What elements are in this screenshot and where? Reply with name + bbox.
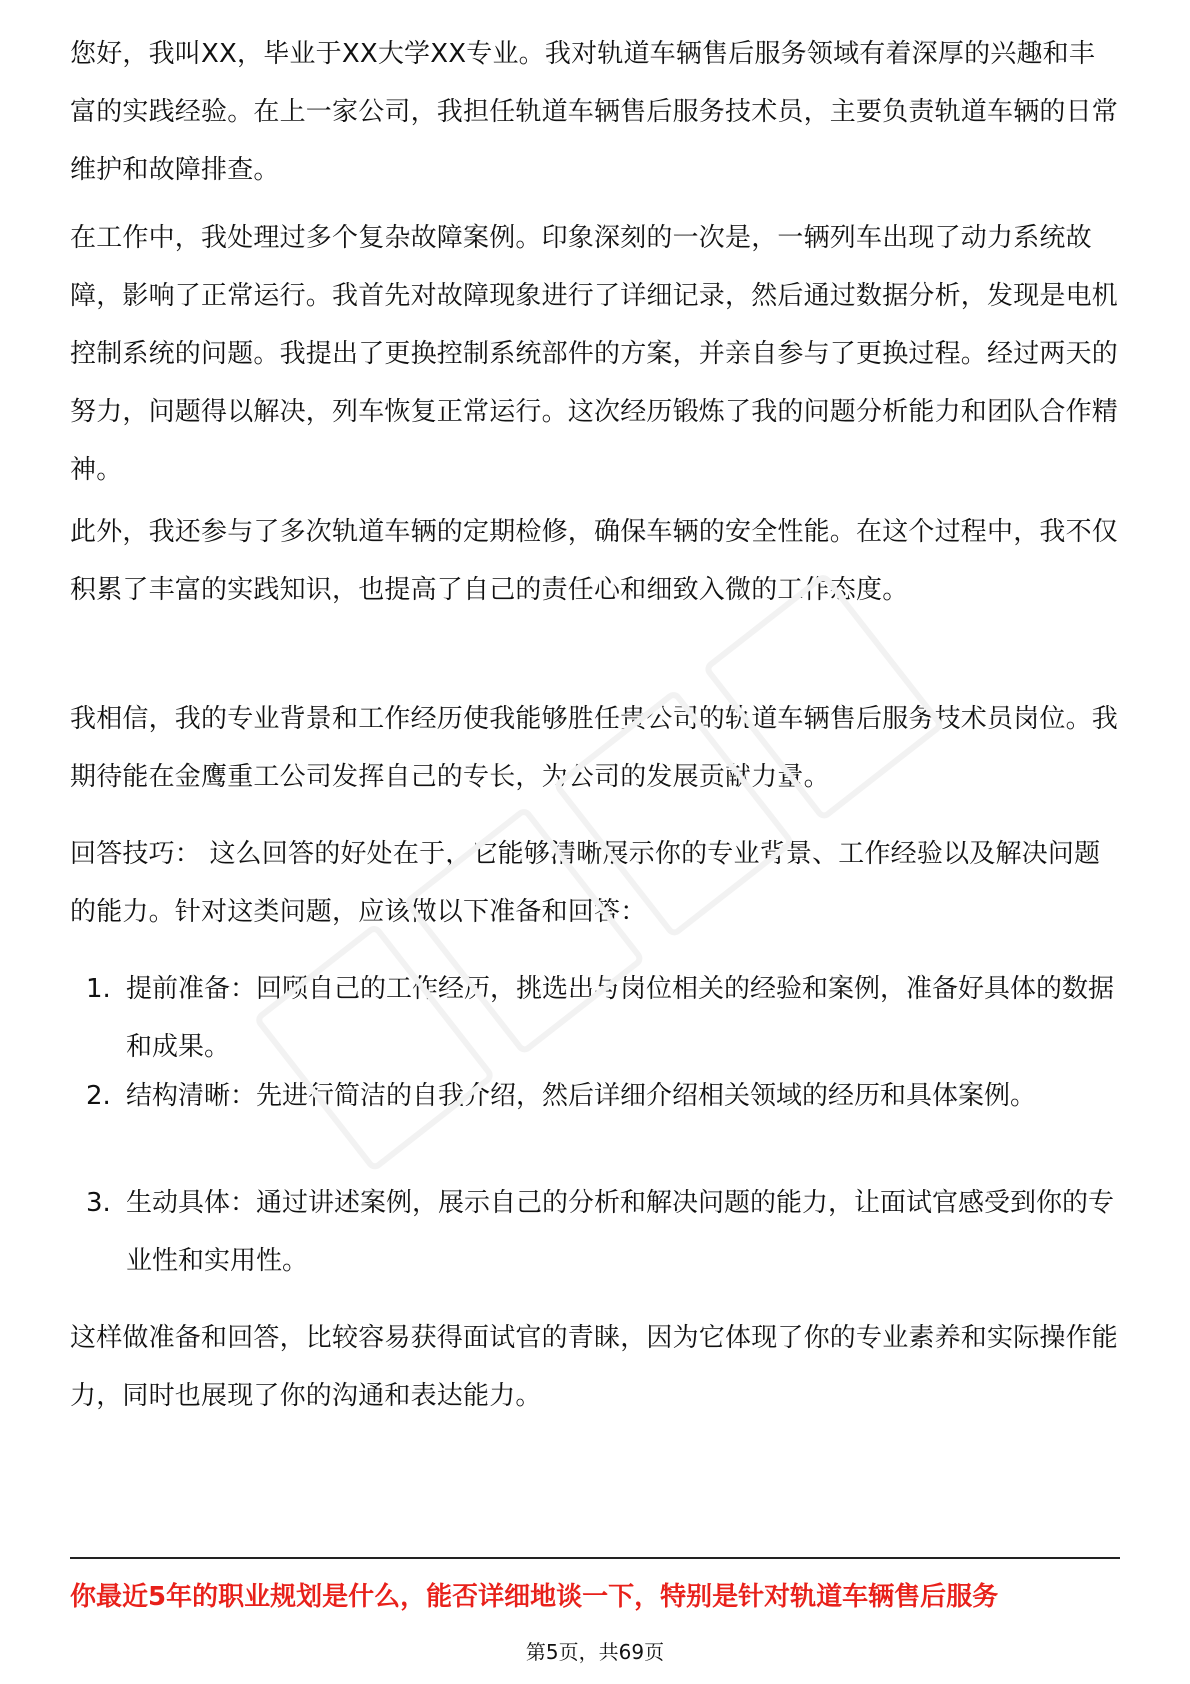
intro-paragraph: 您好，我叫XX，毕业于XX大学XX专业。我对轨道车辆售后服务领域有着深厚的兴趣和丰富的实践经验。在上一家公司，我担任轨道车辆售后服务技术员，主要负责轨道车辆的日常维护和故障排查。 xyxy=(70,39,1119,185)
case-paragraph: 在工作中，我处理过多个复杂故障案例。印象深刻的一次是，一辆列车出现了动力系统故障，影响了正常运行。我首先对故障现象进行了详细记录，然后通过数据分析，发现是电机控制系统的问题。我提出了更换控制系统部件的方案，并亲自参与了更换过程。经过两天的努力，问题得以解决，列车恢复正常运行。这次经历锻炼了我的问题分析能力和团队合作精神。 xyxy=(70,223,1119,485)
answer-tips-paragraph: 回答技巧： 这么回答的好处在于，它能够清晰展示你的专业背景、工作经验以及解决问题的能力。针对这类问题，应该做以下准备和回答： xyxy=(70,839,1101,927)
conclusion-paragraph: 我相信，我的专业背景和工作经历使我能够胜任贵公司的轨道车辆售后服务技术员岗位。我期待能在金鹰重工公司发挥自己的专长，为公司的发展贡献力量。 xyxy=(70,704,1119,792)
document-page xyxy=(70,0,1120,1684)
closing-paragraph: 这样做准备和回答，比较容易获得面试官的青睐，因为它体现了你的专业素养和实际操作能力，同时也展现了你的沟通和表达能力。 xyxy=(70,1323,1119,1411)
next-question-heading: 你最近5年的职业规划是什么，能否详细地谈一下，特别是针对轨道车辆售后服务 xyxy=(70,1582,999,1612)
tip-text: 提前准备：回顾自己的工作经历，挑选出与岗位相关的经验和案例，准备好具体的数据和成果。 xyxy=(126,974,1115,1062)
tip-number: 3. xyxy=(86,1188,111,1218)
maintenance-paragraph: 此外，我还参与了多次轨道车辆的定期检修，确保车辆的安全性能。在这个过程中，我不仅积累了丰富的实践知识，也提高了自己的责任心和细致入微的工作态度。 xyxy=(70,517,1119,605)
tip-number: 2. xyxy=(86,1081,111,1111)
section-divider xyxy=(70,1557,1120,1559)
tip-text: 生动具体：通过讲述案例，展示自己的分析和解决问题的能力，让面试官感受到你的专业性和实用性。 xyxy=(126,1188,1115,1276)
tip-text: 结构清晰：先进行简洁的自我介绍，然后详细介绍相关领域的经历和具体案例。 xyxy=(126,1081,1037,1111)
tip-number: 1. xyxy=(86,974,111,1004)
page-number: 第5页，共69页 xyxy=(525,1640,665,1664)
